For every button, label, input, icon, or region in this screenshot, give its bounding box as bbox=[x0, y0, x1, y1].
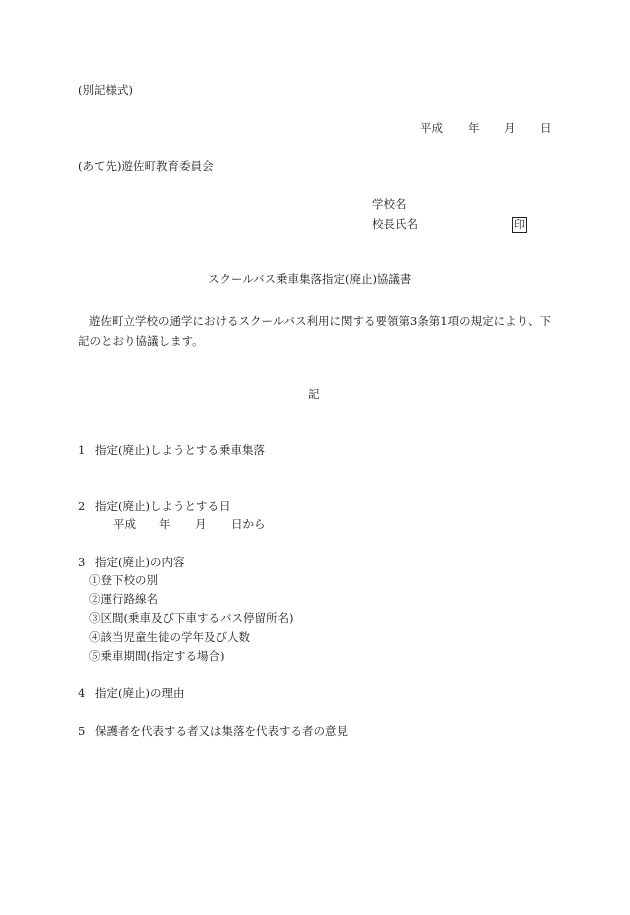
date-month: 月 bbox=[504, 121, 516, 135]
date-era: 平成 bbox=[420, 121, 443, 135]
item-3 bbox=[78, 557, 184, 569]
item-4 bbox=[78, 688, 184, 700]
content-subitem: ③区間(乗車及び下車するバス停留所名) bbox=[89, 611, 294, 625]
school-name-label: 学校名 bbox=[372, 197, 407, 211]
item-1 bbox=[78, 445, 265, 457]
date-year: 年 bbox=[468, 121, 480, 135]
item-4-text: 指定(廃止)の理由 bbox=[95, 686, 185, 700]
ki-heading: 記 bbox=[308, 387, 320, 401]
item-2-text: 指定(廃止)しようとする日 bbox=[95, 499, 231, 513]
date-line bbox=[420, 123, 552, 135]
from-month: 月 bbox=[195, 517, 207, 531]
content-subitem: ④該当児童生徒の学年及び人数 bbox=[89, 630, 250, 644]
from-year: 年 bbox=[159, 517, 171, 531]
item-5-number: 5 bbox=[78, 724, 86, 738]
item-5 bbox=[78, 726, 348, 738]
seal-mark: 印 bbox=[514, 218, 525, 231]
from-day: 日から bbox=[231, 517, 266, 531]
item-1-number: 1 bbox=[78, 443, 86, 457]
item-3-text: 指定(廃止)の内容 bbox=[95, 555, 185, 569]
item-1-text: 指定(廃止)しようとする乗車集落 bbox=[95, 443, 265, 457]
date-day: 日 bbox=[540, 121, 552, 135]
item-3-number: 3 bbox=[78, 555, 86, 569]
addressee: (あて先)遊佐町教育委員会 bbox=[78, 159, 214, 173]
principal-name-label: 校長氏名 bbox=[372, 217, 418, 231]
item-5-text: 保護者を代表する者又は集落を代表する者の意見 bbox=[95, 724, 348, 738]
date-from-line bbox=[113, 519, 266, 531]
content-subitem: ⑤乗車期間(指定する場合) bbox=[89, 649, 225, 663]
content-subitem: ②運行路線名 bbox=[89, 592, 158, 606]
content-subitem: ①登下校の別 bbox=[89, 573, 158, 587]
from-era: 平成 bbox=[113, 517, 136, 531]
principal-line bbox=[372, 217, 527, 233]
document-title: スクールバス乗車集落指定(廃止)協議書 bbox=[208, 272, 412, 286]
body-text: 遊佐町立学校の通学におけるスクールバス利用に関する要領第3条第1項の規定により、下記のとおり協議します。 bbox=[78, 314, 552, 348]
item-4-number: 4 bbox=[78, 686, 86, 700]
form-label: (別記様式) bbox=[78, 83, 133, 97]
item-2-number: 2 bbox=[78, 499, 86, 513]
item-2 bbox=[78, 501, 230, 513]
